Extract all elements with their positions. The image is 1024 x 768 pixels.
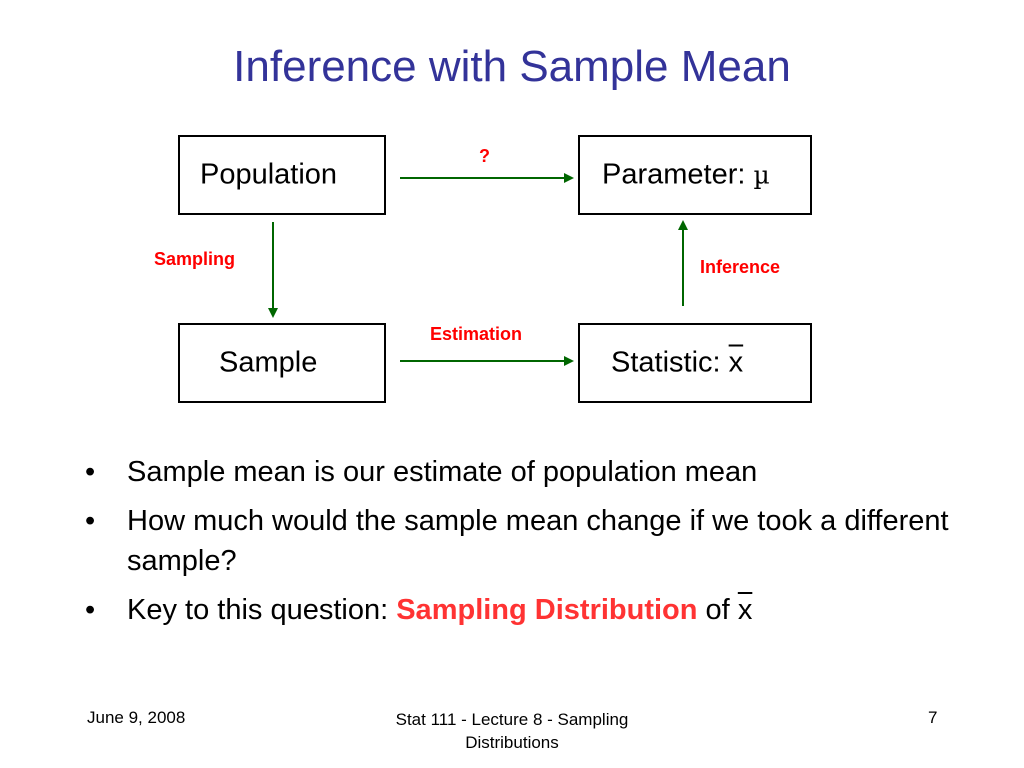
inference-label: Inference (700, 257, 781, 277)
parameter-label: Parameter: (602, 158, 754, 191)
x-bar-symbol: $\overline{x}$ (737, 594, 753, 626)
statistic-label: Statistic: (611, 346, 729, 379)
bullet-item (85, 501, 955, 581)
slide-title: Inference with Sample Mean (233, 42, 791, 91)
x-bar-symbol: $\overline{x}$ (728, 346, 744, 379)
sampling-label: Sampling (154, 249, 236, 269)
footer-course (362, 708, 662, 754)
sampling-distribution-highlight: Sampling Distribution (396, 594, 698, 626)
question-label: ? (479, 146, 490, 166)
estimation-label: Estimation (430, 324, 523, 344)
bullet-text-suffix: of (697, 594, 738, 626)
bullet-text: How much would the sample mean change if we took a different sample? (127, 505, 949, 577)
population-label: Population (200, 158, 338, 191)
bullet-text-prefix: Key to this question: (127, 594, 397, 626)
footer-page-number: 7 (928, 708, 938, 727)
mu-symbol: µ (753, 160, 770, 190)
bullet-list (85, 452, 955, 639)
bullet-marker: • (85, 594, 96, 626)
bullet-item (85, 452, 955, 492)
bullet-text: Sample mean is our estimate of population mean (127, 456, 758, 488)
bullet-marker: • (85, 456, 96, 488)
footer-course-line2: Distributions (465, 733, 559, 752)
bullet-item (85, 590, 955, 630)
sample-label: Sample (219, 346, 318, 379)
footer-date: June 9, 2008 (87, 708, 186, 727)
bullet-marker: • (85, 505, 96, 537)
footer-course-line1: Stat 111 - Lecture 8 - Sampling (395, 710, 629, 729)
